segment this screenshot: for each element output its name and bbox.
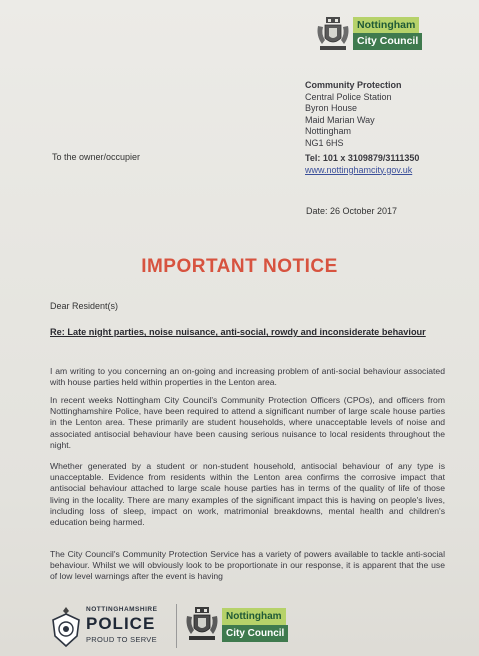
coat-of-arms-icon (315, 16, 351, 54)
council-logo-top (315, 14, 427, 56)
recipient-line: To the owner/occupier (52, 152, 141, 162)
council-name-line1: Nottingham (353, 17, 419, 34)
police-region: NOTTINGHAMSHIRE (86, 606, 158, 613)
footer-council-name-line2: City Council (222, 625, 288, 642)
address-line: Maid Marian Way (305, 114, 375, 125)
coat-of-arms-icon (184, 606, 220, 644)
subject-line: Re: Late night parties, noise nuisance, anti-social, rowdy and inconsiderate behaviour (50, 327, 426, 337)
address-line: NG1 6HS (305, 137, 344, 148)
council-name-line2: City Council (353, 33, 422, 50)
letter-date: Date: 26 October 2017 (306, 206, 398, 216)
website-link[interactable]: www.nottinghamcity.gov.uk (305, 164, 413, 175)
body-paragraph: Whether generated by a student or non-student household, antisocial behaviour of any type is unacceptable. Evidence from residents within the Lenton area confirms the corrosive impact that antisocial behaviour attached to large scale house parties has in terms of the quality of life of those living in the locality. There are many examples of the significant impact this is having on people's lives, including loss of sleep, impact on work, matrimonial breakdowns, mental health and children's education being harmed. (50, 461, 445, 528)
telephone: Tel: 101 x 3109879/3111350 (305, 153, 420, 163)
police-name: POLICE (86, 614, 156, 633)
body-paragraph: In recent weeks Nottingham City Council's Community Protection Officers (CPOs), and officers from Nottinghamshire Police, have been required to attend a significant number of large scale house parties in the Lenton area. These primarily are student households, where unacceptable levels of noise and associated antisocial behaviour have been causing serious nuisance to local residents throughout the night. (50, 395, 445, 450)
police-motto: PROUD TO SERVE (86, 635, 157, 644)
body-paragraph: I am writing to you concerning an on-going and increasing problem of anti-social behaviour associated with house parties held within properties in the Lenton area. (50, 366, 445, 388)
police-badge-icon (50, 606, 82, 648)
body-paragraph: The City Council's Community Protection Service has a variety of powers available to tackle anti-social behaviour. Whilst we will obviously look to be proportionate in our response, it is apparent that the use of low level warnings after the event is having (50, 549, 445, 582)
address-line: Byron House (305, 103, 358, 113)
salutation: Dear Resident(s) (50, 301, 119, 311)
address-line: Central Police Station (305, 91, 392, 102)
footer-logos (0, 600, 479, 656)
sender-address (305, 80, 419, 176)
footer-divider (176, 604, 177, 648)
address-line: Nottingham (305, 126, 352, 136)
notice-title: IMPORTANT NOTICE (141, 256, 338, 277)
department-name: Community Protection (305, 80, 402, 90)
footer-council-name-line1: Nottingham (222, 608, 286, 625)
